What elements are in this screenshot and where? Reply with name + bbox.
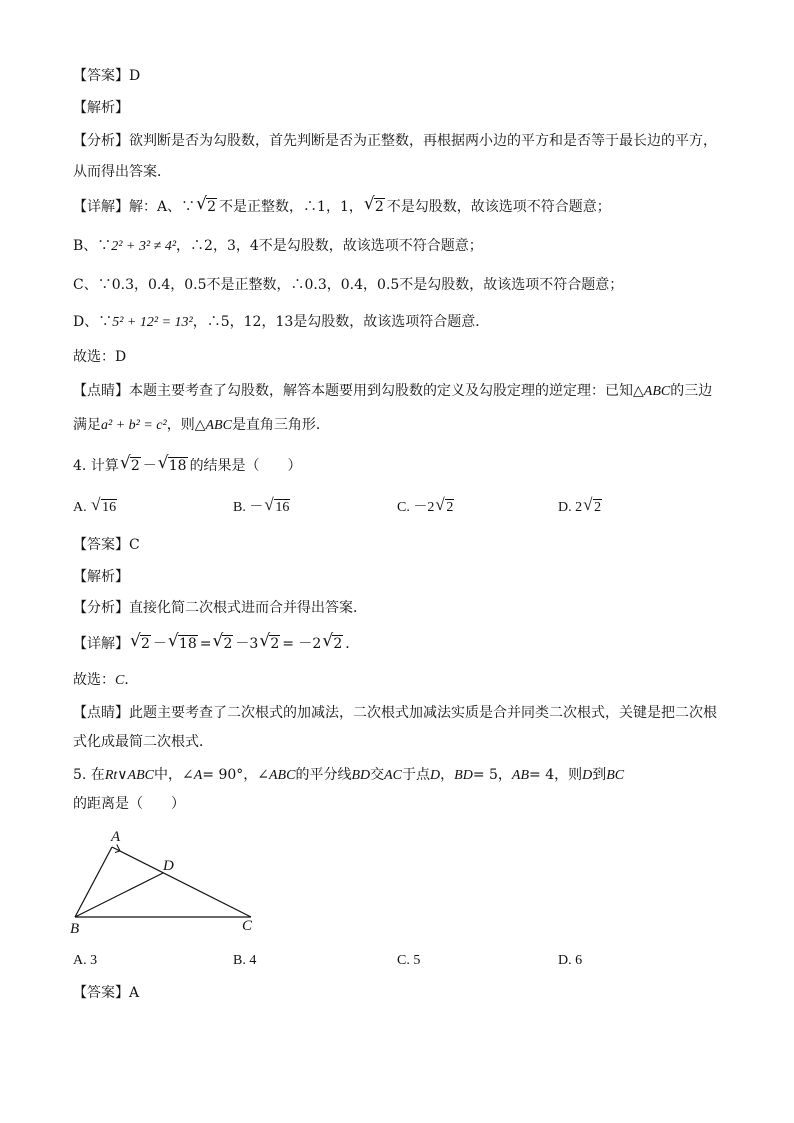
label-a: A: [111, 829, 121, 845]
sqrt-2: √ 2: [436, 498, 454, 518]
detail-a-pre: 解：A、∵: [129, 199, 196, 215]
pythagoras-equation: a² + b² = c²: [101, 418, 167, 433]
detail-c-text: C、∵0.3，0.4，0.5不是正整数，∴0.3，0.4，0.5不是勾股数，故该选项不符合题意；: [73, 277, 624, 293]
answer-tag: 【答案】: [73, 985, 129, 1001]
select-value: C: [115, 673, 125, 688]
fenxi-text-cont: 从而得出答案．: [73, 164, 171, 180]
bisector-bd: [75, 873, 163, 917]
sqrt-2: √ 2: [365, 197, 385, 217]
q4-jiexi: [73, 567, 129, 587]
fenxi-text: 直接化简二次根式进而合并得出答案．: [129, 600, 367, 616]
dianjing-text: 本题主要考查了勾股数，解答本题要用到勾股数的定义及勾股定理的逆定理：已知△: [129, 383, 644, 399]
dianjing-text-cont: 式化成最简二次根式．: [73, 734, 213, 750]
detail-b-equation: 2² + 3² ≠ 4²: [111, 239, 177, 254]
q4-option-b: B. －√ 16: [233, 498, 292, 518]
dianjing-tag: 【点睛】: [73, 383, 129, 399]
sqrt-16: √ 16: [265, 498, 290, 518]
answer-value: C: [129, 537, 140, 553]
q4-answer-line: [73, 535, 140, 555]
q5-option-a: A. 3: [73, 953, 98, 968]
q5-option-b: B. 4: [233, 953, 257, 968]
q3-answer-line: [73, 66, 140, 86]
q4-dianjing-line2: [73, 732, 213, 752]
jiexi-tag: 【解析】: [73, 100, 129, 116]
answer-tag: 【答案】: [73, 68, 129, 84]
sqrt-2: √ 2: [197, 197, 217, 217]
detail-a-mid: 不是正整数，∴1，1，: [219, 199, 363, 215]
q3-detail-d: [73, 312, 489, 333]
q5-stem-line2: [73, 794, 185, 814]
answer-value: A: [129, 985, 140, 1001]
triangle-abc: ABC: [205, 418, 232, 433]
q3-detail-c: [73, 275, 623, 295]
detail-b-post: ，∴2，3，4不是勾股数，故该选项不符合题意；: [176, 238, 483, 254]
q4-detail: 【详解】√ 2 －√ 18 =√ 2 －3√ 2 = －2√ 2 ．: [73, 634, 359, 654]
q4-select: 故选：C．: [73, 672, 139, 688]
sqrt-2: √ 2: [584, 498, 602, 518]
answer-value: D: [129, 68, 141, 84]
xiangjie-tag: 【详解】: [73, 199, 129, 215]
q3-select: [73, 347, 126, 367]
xiangjie-tag: 【详解】: [73, 636, 129, 652]
rt-symbol: Rt∨: [104, 768, 128, 783]
jiexi-tag: 【解析】: [73, 569, 129, 585]
side-ac: [112, 847, 251, 917]
sqrt-2: √ 2: [260, 634, 280, 654]
q3-fenxi-line1: [73, 131, 717, 151]
label-c: C: [242, 918, 253, 934]
detail-d-post: ，∴5，12，13是勾股数，故该选项符合题意．: [192, 314, 490, 330]
dianjing-2-mid: ，则△: [166, 417, 206, 433]
q4-option-a: A. √ 16: [73, 498, 119, 518]
dianjing-text-end: 的三边: [670, 383, 713, 399]
fenxi-tag: 【分析】: [73, 600, 129, 616]
dianjing-2-pre: 满足: [73, 417, 101, 433]
q3-detail-b: [73, 236, 483, 257]
label-b: B: [70, 921, 80, 937]
sqrt-16: √ 16: [92, 498, 117, 518]
triangle-abc: ABC: [643, 384, 671, 399]
q3-jiexi: [73, 98, 129, 118]
fenxi-tag: 【分析】: [73, 133, 129, 149]
q3-dianjing-line2: [73, 415, 330, 436]
q4-stem: 4. 计算√ 2 －√ 18 的结果是（ ）: [73, 456, 302, 476]
q5-answer-line: [73, 983, 139, 1003]
detail-d-equation: 5² + 12² = 13²: [112, 315, 193, 330]
sqrt-18: √ 18: [159, 456, 188, 476]
q5-stem-text: 的距离是（ ）: [73, 796, 185, 812]
q5-option-d: D. 6: [558, 953, 583, 968]
q5-stem-line1: 5. 在Rt∨ABC中，∠A= 90°，∠ABC的平分线BD交AC于点D，BD= 5，AB= 4，则D到BC: [73, 767, 625, 783]
dianjing-2-end: 是直角三角形．: [231, 417, 330, 433]
detail-d-pre: D、∵: [73, 314, 113, 330]
sqrt-2: √ 2: [213, 634, 233, 654]
sqrt-2: √ 2: [323, 634, 343, 654]
select-text: 故选：D: [73, 349, 127, 365]
q4-stem-pre: 4. 计算: [73, 458, 119, 474]
q4-dianjing-line1: [73, 703, 717, 723]
q4-fenxi: [73, 598, 367, 618]
fenxi-text: 欲判断是否为勾股数，首先判断是否为正整数，再根据两小边的平方和是否等于最长边的平方，: [129, 133, 717, 149]
q4-option-c: C. －2√ 2: [397, 498, 456, 518]
q3-dianjing-line1: [73, 381, 712, 402]
side-ab: [75, 847, 112, 917]
q4-stem-post: 的结果是（ ）: [189, 458, 302, 474]
q5-option-c: C. 5: [397, 953, 421, 968]
dianjing-tag: 【点睛】: [73, 705, 129, 721]
sqrt-2: √ 2: [131, 634, 151, 654]
label-d: D: [163, 858, 174, 874]
sqrt-2: √ 2: [121, 456, 141, 476]
q4-option-d: D. 2√ 2: [558, 498, 604, 518]
answer-tag: 【答案】: [73, 537, 129, 553]
dianjing-text: 此题主要考查了二次根式的加减法，二次根式加减法实质是合并同类二次根式，关键是把二次根: [129, 705, 717, 721]
triangle-figure: [66, 825, 266, 940]
q3-detail-a: [73, 197, 611, 217]
q3-fenxi-line2: [73, 162, 171, 182]
detail-a-post: 不是勾股数，故该选项不符合题意；: [386, 199, 611, 215]
sqrt-18: √ 18: [169, 634, 198, 654]
detail-b-pre: B、∵: [73, 238, 112, 254]
